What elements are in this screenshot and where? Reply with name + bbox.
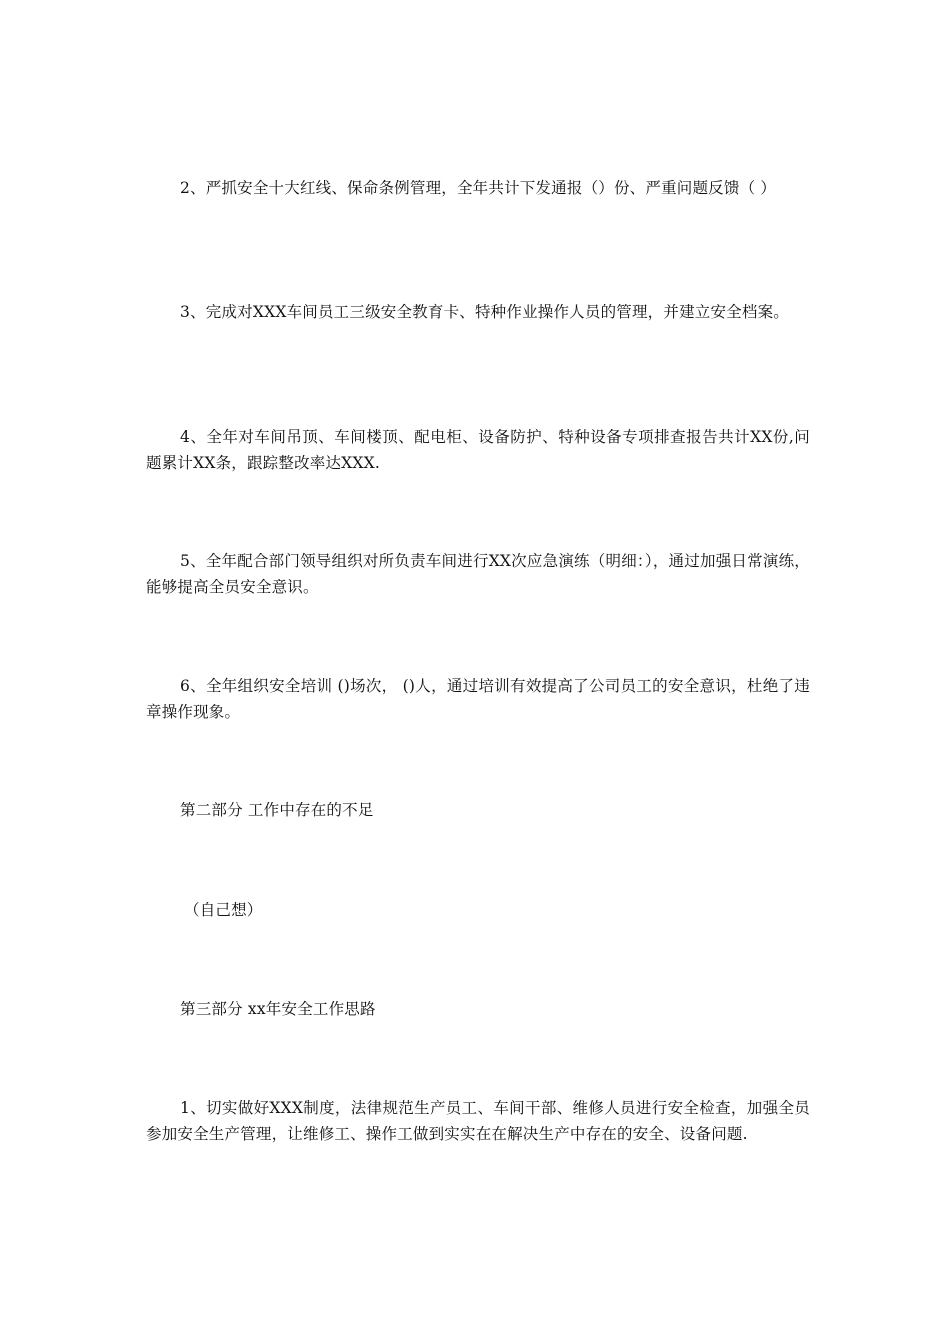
- section-2-heading: 第二部分 工作中存在的不足: [180, 801, 374, 819]
- paragraph-item-5: 5、全年配合部门领导组织对所负责车间进行XX次应急演练（明细：），通过加强日常演练，能够提高全员安全意识。: [146, 552, 810, 596]
- paragraph-item-2: 2、严抓安全十大红线、保命条例管理，全年共计下发通报（）份、严重问题反馈（ ）: [180, 179, 777, 197]
- paragraph-item-3: 3、完成对XXX车间员工三级安全教育卡、特种作业操作人员的管理，并建立安全档案。: [180, 303, 789, 321]
- paragraph-item-6: 6、全年组织安全培训 ()场次， ()人，通过培训有效提高了公司员工的安全意识，杜绝了违章操作现象。: [146, 677, 810, 721]
- section-3-paragraph-1: 1、切实做好XXX制度，法律规范生产员工、车间干部、维修人员进行安全检查，加强全员参加安全生产管理，让维修工、操作工做到实实在在解决生产中存在的安全、设备问题.: [146, 1099, 810, 1143]
- paragraph-item-4: 4、全年对车间吊顶、车间楼顶、配电柜、设备防护、特种设备专项排查报告共计XX份,问题累计XX条，跟踪整改率达XXX.: [146, 428, 810, 472]
- section-2-note: （自己想）: [184, 901, 263, 919]
- section-3-heading: 第三部分 xx年安全工作思路: [180, 1000, 376, 1018]
